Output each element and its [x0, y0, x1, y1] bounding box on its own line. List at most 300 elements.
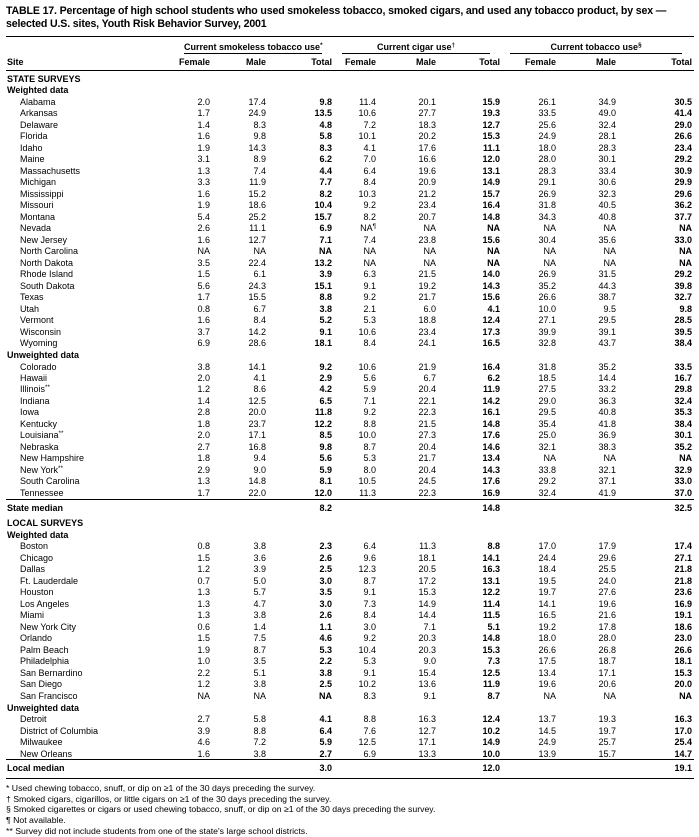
value-cell: 32.4 — [674, 395, 693, 406]
section-label: LOCAL SURVEYS — [7, 518, 84, 529]
value-cell: 9.2 — [363, 292, 377, 303]
value-cell: 2.9 — [197, 464, 210, 475]
value-cell: 33.0 — [674, 476, 693, 487]
value-cell: 8.8 — [487, 541, 501, 552]
table-row-orlando — [6, 633, 694, 644]
column-header-total-3: Total — [618, 54, 694, 70]
table-row-massachusetts — [6, 165, 694, 176]
value-cell: 20.4 — [418, 464, 437, 475]
table-row-district-of-columbia — [6, 725, 694, 736]
site-cell: Delaware — [20, 119, 59, 130]
value-cell: 14.8 — [248, 476, 266, 487]
site-cell: San Bernardino — [20, 667, 83, 678]
table-row-colorado — [6, 361, 694, 372]
value-cell: 4.1 — [253, 373, 266, 383]
value-cell: 4.6 — [319, 633, 333, 644]
column-header-female-1: Female — [176, 54, 212, 70]
value-cell: 5.8 — [253, 714, 266, 725]
table-row-iowa — [6, 407, 694, 418]
table-row-hawaii — [6, 372, 694, 383]
value-cell: 10.3 — [358, 188, 377, 199]
site-cell: Kentucky — [20, 418, 58, 429]
site-cell: Palm Beach — [20, 644, 69, 655]
value-cell: 16.3 — [674, 714, 693, 725]
value-cell: 19.5 — [538, 575, 557, 586]
value-cell: 14.8 — [438, 499, 502, 515]
value-cell: 8.3 — [363, 690, 377, 701]
value-cell: 8.8 — [363, 714, 377, 725]
value-cell: 11.9 — [249, 177, 266, 188]
table-row-wisconsin — [6, 326, 694, 337]
value-cell: 10.1 — [358, 131, 377, 142]
value-cell: 10.0 — [482, 748, 501, 759]
value-cell: 2.1 — [363, 303, 377, 314]
footnote-marker: ** — [58, 464, 63, 472]
value-cell: 8.2 — [363, 211, 377, 222]
site-cell: San Diego — [20, 679, 63, 690]
value-cell: 33.4 — [598, 165, 617, 176]
value-cell: NA — [603, 453, 617, 464]
value-cell: 19.1 — [618, 760, 694, 778]
value-cell: 5.0 — [253, 575, 266, 586]
site-cell: Ft. Lauderdale — [20, 575, 79, 586]
value-cell: 22.0 — [248, 487, 266, 498]
value-cell: 9.2 — [319, 361, 333, 372]
value-cell: 29.6 — [674, 188, 693, 199]
value-cell: 30.4 — [538, 234, 557, 245]
value-cell: 11.4 — [483, 598, 501, 609]
table-row-houston — [6, 587, 694, 598]
table-row-louisiana — [6, 430, 694, 441]
value-cell: 44.3 — [598, 280, 617, 291]
value-cell: 17.0 — [538, 541, 557, 552]
footnote-marker: * — [6, 782, 12, 793]
value-cell: 7.6 — [363, 725, 377, 736]
value-cell: 6.7 — [423, 373, 437, 383]
value-cell: 16.4 — [482, 200, 501, 211]
site-cell: Massachusetts — [20, 165, 81, 176]
value-cell: 2.6 — [319, 552, 333, 563]
value-cell: 9.1 — [423, 690, 437, 701]
value-cell: 4.1 — [487, 303, 501, 314]
value-cell: 3.8 — [253, 541, 266, 552]
site-cell: Milwaukee — [20, 737, 63, 748]
value-cell: 30.9 — [674, 165, 693, 176]
value-cell: 12.4 — [482, 714, 501, 725]
site-cell: Montana — [20, 211, 56, 222]
value-cell: 2.0 — [197, 373, 210, 383]
value-cell: 20.4 — [418, 441, 437, 452]
value-cell: 3.7 — [197, 326, 210, 337]
site-cell: Tennessee — [20, 487, 64, 498]
value-cell: 38.4 — [674, 338, 693, 349]
value-cell: NA — [487, 257, 501, 268]
value-cell: 19.1 — [674, 610, 693, 621]
table-row-michigan — [6, 177, 694, 188]
value-cell: 24.1 — [418, 338, 437, 349]
value-cell: 6.9 — [197, 338, 210, 349]
value-cell: 18.5 — [538, 373, 557, 383]
value-cell: 20.4 — [418, 384, 437, 395]
value-cell: 25.5 — [598, 564, 617, 575]
value-cell: 3.9 — [253, 564, 266, 575]
value-cell: 9.1 — [363, 280, 377, 291]
value-cell: 4.2 — [319, 384, 333, 395]
value-cell: 2.8 — [197, 407, 210, 418]
value-cell: 5.4 — [197, 211, 210, 222]
column-header-total-1: Total — [268, 54, 334, 70]
value-cell: 8.7 — [363, 441, 377, 452]
value-cell: 7.4 — [363, 234, 377, 245]
value-cell: 3.9 — [319, 269, 333, 280]
value-cell: 10.6 — [358, 361, 377, 372]
value-cell: NA¶ — [360, 223, 377, 234]
value-cell: 12.7 — [248, 234, 266, 245]
value-cell: 24.3 — [248, 280, 266, 291]
value-cell: 28.6 — [248, 338, 266, 349]
value-cell: 34.3 — [538, 211, 557, 222]
value-cell: 16.1 — [482, 407, 501, 418]
value-cell: 40.8 — [598, 407, 617, 418]
section-label: STATE SURVEYS — [7, 73, 81, 84]
value-cell: 16.8 — [248, 441, 266, 452]
value-cell: 28.1 — [598, 131, 617, 142]
value-cell: NA — [679, 223, 693, 234]
site-cell: Philadelphia — [20, 656, 70, 667]
value-cell: 20.5 — [418, 564, 437, 575]
value-cell: 20.3 — [418, 644, 437, 655]
value-cell: 1.4 — [197, 395, 210, 406]
value-cell: 12.5 — [358, 737, 377, 748]
value-cell: 21.8 — [674, 575, 693, 586]
value-cell: 29.1 — [538, 177, 557, 188]
value-cell: 15.9 — [482, 96, 501, 107]
table-row-chicago — [6, 552, 694, 563]
value-cell: 23.8 — [418, 234, 437, 245]
value-cell: 35.2 — [538, 280, 557, 291]
value-cell: 1.3 — [197, 598, 210, 609]
value-cell: 14.1 — [538, 598, 557, 609]
value-cell: 3.8 — [319, 667, 333, 678]
value-cell: 3.0 — [363, 621, 377, 632]
value-cell: 22.4 — [248, 257, 266, 268]
footnote-marker: ¶ — [6, 815, 14, 826]
value-cell: 10.6 — [358, 108, 377, 119]
value-cell: 25.7 — [598, 737, 617, 748]
value-cell: 6.9 — [319, 223, 333, 234]
value-cell: 24.9 — [248, 108, 266, 119]
table-row-nebraska — [6, 441, 694, 452]
subsection-row — [6, 84, 694, 96]
value-cell: 14.3 — [482, 280, 501, 291]
value-cell: 39.5 — [674, 326, 693, 337]
value-cell: 17.4 — [248, 96, 266, 107]
subsection-label: Unweighted data — [7, 702, 80, 713]
value-cell: 6.4 — [363, 541, 377, 552]
value-cell: 4.1 — [319, 714, 333, 725]
site-cell: Iowa — [20, 407, 40, 418]
table-row-rhode-island — [6, 269, 694, 280]
value-cell: 20.7 — [418, 211, 437, 222]
value-cell: NA — [679, 257, 693, 268]
value-cell: 19.7 — [538, 587, 557, 598]
value-cell: 32.4 — [598, 119, 617, 130]
value-cell: 1.0 — [197, 656, 210, 667]
value-cell: 15.2 — [248, 188, 266, 199]
value-cell — [558, 499, 618, 515]
value-cell: 22.1 — [418, 395, 437, 406]
value-cell: 14.2 — [248, 326, 266, 337]
value-cell: 3.0 — [319, 575, 333, 586]
column-header-female-2: Female — [334, 54, 378, 70]
table-row-north-carolina — [6, 246, 694, 257]
value-cell: NA — [487, 246, 501, 257]
site-cell: Florida — [20, 131, 48, 142]
value-cell: 13.1 — [482, 165, 501, 176]
value-cell: NA — [543, 690, 557, 701]
value-cell — [378, 760, 438, 778]
value-cell: 24.9 — [538, 737, 557, 748]
value-cell: 13.1 — [482, 575, 501, 586]
value-cell: 32.9 — [674, 464, 693, 475]
table-row-local-median — [6, 760, 694, 778]
value-cell: 6.4 — [319, 725, 333, 736]
value-cell: 1.8 — [197, 418, 210, 429]
value-cell: 32.1 — [598, 464, 617, 475]
value-cell: 1.6 — [197, 188, 210, 199]
value-cell: 31.5 — [598, 269, 617, 280]
footnote-marker: ¶ — [372, 223, 377, 231]
value-cell: 19.2 — [418, 280, 437, 291]
value-cell: 40.5 — [598, 200, 617, 211]
value-cell: 14.3 — [482, 464, 501, 475]
site-cell: Mississippi — [20, 188, 64, 199]
site-cell: Boston — [20, 541, 49, 552]
value-cell — [334, 760, 378, 778]
value-cell: 15.7 — [598, 748, 617, 759]
value-cell: 1.9 — [197, 142, 210, 153]
value-cell: 27.1 — [674, 552, 693, 563]
value-cell: 33.5 — [674, 361, 693, 372]
value-cell: 8.2 — [268, 499, 334, 515]
value-cell: 32.3 — [598, 188, 617, 199]
value-cell: 4.6 — [197, 737, 210, 748]
value-cell: 7.1 — [319, 234, 333, 245]
value-cell: 30.6 — [598, 177, 617, 188]
value-cell: 18.1 — [314, 338, 333, 349]
value-cell: 35.2 — [598, 361, 617, 372]
footnote: ** Survey did not include students from one of the state's large school districts. — [6, 825, 308, 836]
table-row-milwaukee — [6, 736, 694, 747]
column-header-male-3: Male — [558, 54, 618, 70]
site-cell: Los Angeles — [20, 598, 70, 609]
value-cell: 5.9 — [319, 737, 333, 748]
value-cell: 3.6 — [253, 552, 266, 563]
value-cell: 19.3 — [598, 714, 617, 725]
site-cell: Illinois** — [20, 384, 50, 395]
value-cell: 9.6 — [363, 552, 377, 563]
value-cell: 38.4 — [674, 418, 693, 429]
value-cell: 9.1 — [363, 667, 377, 678]
value-cell: 11.3 — [359, 487, 377, 498]
value-cell: 21.9 — [418, 361, 437, 372]
value-cell: NA — [679, 453, 693, 464]
value-cell: 27.7 — [418, 108, 437, 119]
table-header — [6, 37, 694, 71]
value-cell: 1.8 — [197, 453, 210, 464]
value-cell: 8.4 — [363, 610, 377, 621]
value-cell: 13.2 — [314, 257, 333, 268]
value-cell: 8.4 — [253, 315, 266, 326]
value-cell: 8.7 — [363, 575, 377, 586]
value-cell: 15.6 — [482, 292, 501, 303]
table-row-san-bernardino — [6, 667, 694, 678]
site-column-header: Site — [6, 54, 176, 70]
footnote-marker: ** — [6, 825, 16, 836]
value-cell: 36.3 — [598, 395, 617, 406]
value-cell: 23.4 — [418, 200, 437, 211]
value-cell: 29.2 — [538, 476, 557, 487]
footnote-marker: § — [638, 42, 642, 49]
value-cell: 23.7 — [248, 418, 266, 429]
value-cell: NA — [543, 223, 557, 234]
value-cell: 1.2 — [197, 564, 210, 575]
table-row-montana — [6, 211, 694, 222]
value-cell: 3.0 — [319, 598, 333, 609]
table-row-palm-beach — [6, 644, 694, 655]
value-cell: 26.8 — [598, 644, 617, 655]
value-cell: 5.3 — [363, 315, 377, 326]
value-cell: 14.1 — [482, 552, 501, 563]
value-cell — [176, 499, 212, 515]
value-cell: 12.0 — [314, 487, 333, 498]
value-cell: 32.5 — [618, 499, 694, 515]
section-row — [6, 515, 694, 529]
subsection-row — [6, 702, 694, 714]
value-cell: 14.8 — [482, 211, 501, 222]
value-cell: 4.8 — [319, 119, 333, 130]
value-cell: 8.4 — [363, 177, 377, 188]
table-row-arkansas — [6, 108, 694, 119]
value-cell: 0.8 — [197, 303, 210, 314]
value-cell: NA — [543, 257, 557, 268]
value-cell: 12.5 — [248, 395, 266, 406]
value-cell: 1.1 — [319, 621, 333, 632]
value-cell: 5.6 — [319, 453, 333, 464]
value-cell: 13.4 — [482, 453, 501, 464]
site-cell: Maine — [20, 154, 45, 165]
value-cell: 20.0 — [248, 407, 266, 418]
value-cell: 12.5 — [482, 667, 501, 678]
table-row-south-carolina — [6, 476, 694, 487]
value-cell: 4.4 — [319, 165, 333, 176]
value-cell: 9.2 — [363, 200, 377, 211]
value-cell: 15.4 — [418, 667, 437, 678]
site-cell: Idaho — [20, 142, 43, 153]
value-cell: 0.6 — [197, 621, 210, 632]
value-cell: 6.2 — [487, 373, 501, 383]
value-cell: 20.3 — [418, 633, 437, 644]
value-cell: 21.7 — [418, 453, 437, 464]
value-cell: 21.5 — [418, 269, 437, 280]
value-cell: 1.2 — [197, 679, 210, 690]
value-cell: 16.3 — [482, 564, 501, 575]
value-cell: 37.1 — [598, 476, 617, 487]
value-cell: 17.6 — [482, 430, 501, 441]
value-cell: 18.7 — [598, 656, 617, 667]
value-cell: 7.7 — [319, 177, 333, 188]
value-cell: 21.7 — [418, 292, 437, 303]
site-cell: New York** — [20, 464, 63, 475]
site-cell: New York City — [20, 621, 77, 632]
value-cell: 8.2 — [319, 188, 333, 199]
value-cell: NA — [319, 246, 333, 257]
value-cell: 4.1 — [363, 142, 377, 153]
value-cell: 3.3 — [197, 177, 210, 188]
value-cell: 6.5 — [319, 395, 333, 406]
value-cell: 17.3 — [482, 326, 501, 337]
value-cell — [378, 499, 438, 515]
subsection-label: Weighted data — [7, 85, 69, 96]
site-cell: State median — [6, 499, 176, 515]
value-cell: 8.3 — [253, 119, 266, 130]
value-cell: 22.3 — [418, 487, 437, 498]
value-cell: 13.4 — [538, 667, 557, 678]
value-cell: 41.8 — [598, 418, 617, 429]
value-cell: 7.3 — [487, 656, 501, 667]
value-cell: 11.9 — [483, 384, 501, 395]
value-cell: 21.2 — [418, 188, 437, 199]
value-cell: 32.1 — [538, 441, 557, 452]
value-cell: 1.6 — [197, 315, 210, 326]
value-cell: 2.7 — [197, 441, 210, 452]
value-cell — [502, 499, 558, 515]
value-cell: 18.6 — [248, 200, 266, 211]
table-row-san-francisco — [6, 690, 694, 701]
value-cell: 18.0 — [538, 142, 557, 153]
value-cell: 7.2 — [253, 737, 266, 748]
table-row-tennessee — [6, 487, 694, 499]
value-cell: 12.2 — [482, 587, 501, 598]
value-cell: 10.6 — [358, 326, 377, 337]
value-cell: 8.8 — [363, 418, 377, 429]
value-cell: NA — [487, 223, 501, 234]
value-cell: 31.8 — [538, 361, 557, 372]
site-cell: Indiana — [20, 395, 50, 406]
table-row-utah — [6, 303, 694, 314]
value-cell: 12.2 — [314, 418, 333, 429]
table-row-philadelphia — [6, 656, 694, 667]
value-cell: 14.1 — [248, 361, 266, 372]
value-cell: 27.1 — [538, 315, 557, 326]
value-cell: 1.7 — [197, 487, 210, 498]
value-cell: 2.7 — [197, 714, 210, 725]
value-cell: 21.5 — [418, 418, 437, 429]
value-cell: 3.5 — [253, 656, 266, 667]
value-cell: 24.9 — [538, 131, 557, 142]
value-cell: 19.7 — [598, 725, 617, 736]
value-cell: 2.9 — [319, 373, 333, 383]
site-cell: Chicago — [20, 552, 54, 563]
value-cell: 7.5 — [253, 633, 266, 644]
site-cell: Miami — [20, 610, 44, 621]
value-cell: NA — [363, 246, 377, 257]
value-cell: 13.7 — [538, 714, 557, 725]
value-cell: 8.1 — [319, 476, 333, 487]
value-cell: 17.6 — [482, 476, 501, 487]
value-cell: 14.7 — [674, 748, 693, 759]
value-cell — [334, 499, 378, 515]
